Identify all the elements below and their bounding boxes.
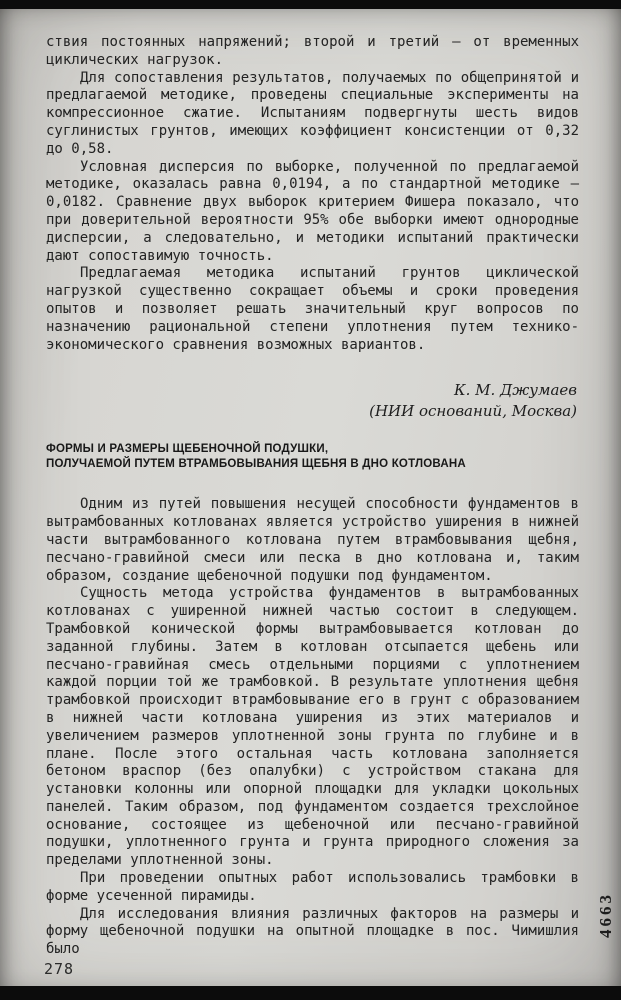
article-title-line2: ПОЛУЧАЕМОЙ ПУТЕМ ВТРАМБОВЫВАНИЯ ЩЕБНЯ В ДНО КОТЛОВАНА xyxy=(46,458,466,471)
article-title-line1: ФОРМЫ И РАЗМЕРЫ ЩЕБЕНОЧНОЙ ПОДУШКИ, xyxy=(46,443,329,456)
inventory-stamp: 4663 xyxy=(596,892,615,938)
author-name: К. М. Джумаев xyxy=(454,381,577,400)
scan-edge-bottom xyxy=(0,986,621,1000)
paragraph-continuation: ствия постоянных напряжений; второй и третий – от временных циклических нагрузок. xyxy=(46,34,579,68)
paragraph: Для исследования влияния различных факторов на размеры и форму щебеночной подушки на опытной площадке в пос. Чимишлия было xyxy=(46,905,579,958)
paragraph: Сущность метода устройства фундаментов в вытрамбованных котлованах с уширенной нижней частью состоит в следующем. Трамбовкой конической формы вытрамбовывается котлован до заданной глубины. Затем в котлован отсыпается щебень или песчано-гравийная смесь отдельными порциями с уплотнением каждой порции той же трамбовкой. В результате уплотнения щебня трамбовкой происходит втрамбовывание его в грунт с образованием в нижней части котлована уширения из этих материалов и увеличением размеров уплотненной зоны грунта по глубине и в плане. После этого остальная часть котлована заполняется бетоном враспор (без опалубки) с устройством стакана для установки колонны или опорной площадки для укладки цокольных панелей. Таким образом, под фундаментом создается трехслойное основание, состоящее из щебеночной или песчано-гравийной подушки, уплотненного грунта и грунта природного сложения за пределами уплотненной зоны. xyxy=(46,585,579,869)
scan-edge-top xyxy=(0,0,621,9)
page-number: 278 xyxy=(44,960,75,978)
article-title xyxy=(46,442,579,472)
paragraph: Условная дисперсия по выборке, полученной по предлагаемой методике, оказалась равна 0,0194, а по стандартной методике – 0,0182. Сравнение двух выборок критерием Фишера показало, что при доверительной вероятности 95% обе выборки имеют однородные дисперсии, а следовательно, и методики испытаний практически дают сопоставимую точность. xyxy=(46,158,579,264)
author-affiliation: (НИИ оснований, Москва) xyxy=(369,402,577,421)
paragraph: Для сопоставления результатов, получаемых по общепринятой и предлагаемой методике, проведены специальные эксперименты на компрессионное сжатие. Испытаниям подвергнуты шесть видов суглинистых грунтов, имеющих коэффициент консистенции от 0,32 до 0,58. xyxy=(46,69,579,157)
paragraph: Предлагаемая методика испытаний грунтов циклической нагрузкой существенно сокращает объемы и сроки проведения опытов и позволяет решать значительный круг вопросов по назначению рациональной степени уплотнения путем технико-экономического сравнения возможных вариантов. xyxy=(46,265,579,353)
paragraph: Одним из путей повышения несущей способности фундаментов в вытрамбованных котлованах является устройство уширения в нижней части вытрамбованного котлована путем втрамбовывания щебня, песчано-гравийной смеси или песка в дно котлована и, таким образом, создание щебеночной подушки под фундаментом. xyxy=(46,496,579,584)
page-content xyxy=(46,34,579,959)
paragraph: При проведении опытных работ использовались трамбовки в форме усеченной пирамиды. xyxy=(46,870,579,904)
author-block xyxy=(46,380,579,422)
article-body xyxy=(46,496,579,959)
